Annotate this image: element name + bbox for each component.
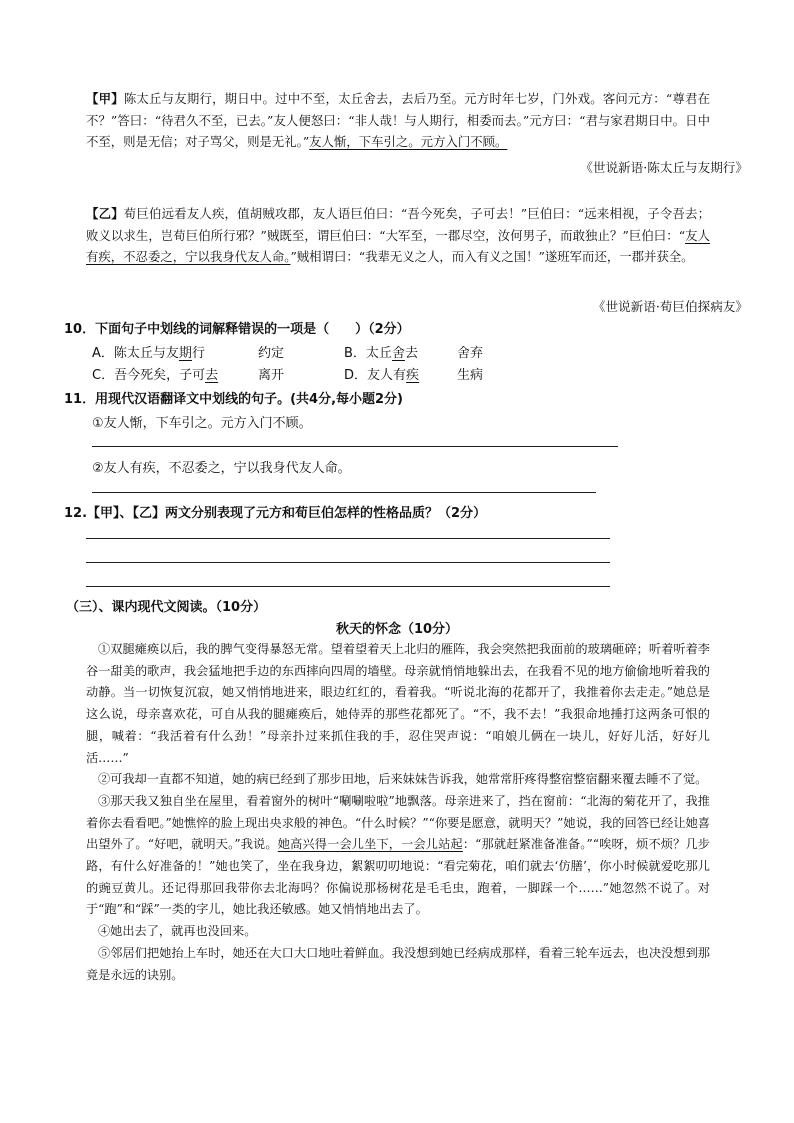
passage-jia bbox=[86, 88, 710, 153]
answer-line-12-3[interactable] bbox=[86, 586, 610, 587]
answer-line-12-2[interactable] bbox=[86, 562, 610, 563]
q10-option-c-meaning: 离开 bbox=[258, 368, 285, 383]
q11-item-1: ①友人惭，下车引之。元方入门不顾。 bbox=[92, 416, 312, 431]
story-underlined-sentence: 她高兴得一会儿坐下，一会儿站起 bbox=[277, 837, 463, 852]
q11-item-2: ②友人有疾，不忍委之，宁以我身代友人命。 bbox=[92, 461, 351, 476]
q10-option-d[interactable]: D．友人有疾 bbox=[344, 368, 420, 383]
answer-line-12-1[interactable] bbox=[86, 538, 610, 539]
q10-option-d-meaning: 生病 bbox=[457, 368, 484, 383]
question-10: 10．下面句子中划线的词解释错误的一项是（ ）（2分） bbox=[64, 322, 410, 337]
passage-jia-underlined: 友人惭，下车引之。元方入门不顾。 bbox=[309, 134, 508, 149]
question-11: 11．用现代汉语翻译文中划线的句子。(共4分,每小题2分) bbox=[64, 392, 404, 407]
q10-option-b[interactable]: B．太丘舍去 bbox=[344, 346, 418, 361]
passage-yi-underlined: 友人有疾，不忍委之，宁以我身代友人命。 bbox=[86, 227, 710, 264]
story-body bbox=[86, 639, 710, 986]
q10-option-c[interactable]: C．吾今死矣，子可去 bbox=[92, 368, 219, 383]
passage-jia-source: 《世说新语·陈太丘与友期行》 bbox=[580, 160, 748, 175]
section-3-heading: （三）、课内现代文阅读。（10分） bbox=[66, 600, 267, 615]
story-paragraph-4: ④她出去了，就再也没回来。 bbox=[98, 924, 257, 939]
passage-jia-tag: 【甲】 bbox=[86, 91, 124, 106]
story-paragraph-1: ①双腿瘫痪以后，我的脾气变得暴怒无常。望着望着天上北归的雁阵，我会突然把我面前的玻璃砸碎；听着听着李谷一甜美的歌声，我会猛地把手边的东西摔向四周的墙壁。母亲就悄悄地躲出去，在我看不见的地方偷偷地听着我的动静。当一切恢复沉寂，她又悄悄地进来，眼边红红的，看着我。“听说北海的花都开了，我推着你去走走。”她总是这么说，母亲喜欢花，可自从我的腿瘫痪后，她侍弄的那些花都死了。“不，我不去！”我狠命地捶打这两条可恨的腿，喊着：“我活着有什么劲！”母亲扑过来抓住我的手，忍住哭声说：“咱娘儿俩在一块儿，好好儿活，好好儿活……” bbox=[86, 642, 710, 765]
story-paragraph-2: ②可我却一直都不知道，她的病已经到了那步田地，后来妹妹告诉我，她常常肝疼得整宿整宿翻来覆去睡不了觉。 bbox=[98, 772, 708, 787]
story-paragraph-5: ⑤邻居们把她抬上车时，她还在大口大口地吐着鲜血。我没想到她已经病成那样，看着三轮车远去，也决没想到那竟是永远的诀别。 bbox=[86, 945, 710, 982]
story-paragraph-3: ③那天我又独自坐在屋里，看着窗外的树叶“唰唰啦啦”地飘落。母亲进来了，挡在窗前：“北海的菊花开了，我推着你去看看吧。”她憔悴的脸上现出央求般的神色。“什么时候？”“你要是愿意，就明天？”她说，我的回答已经让她喜出望外了。“好吧，就明天。”我说。她高兴得一会儿坐下，一会儿站起：“那就赶紧准备准备。”“唉呀，烦不烦？几步路，有什么好准备的！”她也笑了，坐在我身边，絮絮叨叨地说：“看完菊花，咱们就去‘仿膳’，你小时候就爱吃那儿的豌豆黄儿。还记得那回我带你去北海吗？你偏说那杨树花是毛毛虫，跑着，一脚踩一个……”她忽然不说了。对于“跑”和“踩”一类的字儿，她比我还敏感。她又悄悄地出去了。 bbox=[86, 793, 710, 917]
passage-yi-text-a: 荀巨伯远看友人疾，值胡贼攻郡，友人语巨伯曰：“吾今死矣，子可去！”巨伯曰：“远来相视，子令吾去；败义以求生，岂荀巨伯所行邪？”贼既至，谓巨伯曰：“大军至，一郡尽空，汝何男子，而敢独止？”巨伯曰：“ bbox=[86, 206, 710, 243]
answer-line-11-2[interactable] bbox=[92, 492, 596, 493]
passage-yi bbox=[86, 203, 710, 268]
question-12: 12.【甲】、【乙】两文分别表现了元方和荀巨伯怎样的性格品质？（2分） bbox=[64, 506, 487, 521]
passage-yi-tag: 【乙】 bbox=[86, 206, 124, 221]
passage-yi-text-b: ”贼相谓曰：“我辈无义之人，而入有义之国！”遂班军而还，一郡并获全。 bbox=[290, 249, 694, 264]
passage-yi-source: 《世说新语·荀巨伯探病友》 bbox=[592, 299, 748, 314]
passage-jia-text: 陈太丘与友期行，期日中。过中不至，太丘舍去，去后乃至。元方时年七岁，门外戏。客问元方：“尊君在不？”答曰：“待君久不至，已去。”友人便怒曰：“非人哉！与人期行，相委而去。”元方曰：“君与家君期日中。日中不至，则是无信；对子骂父，则是无礼。” bbox=[86, 91, 711, 149]
story-title: 秋天的怀念（10分） bbox=[335, 622, 459, 637]
q10-option-a[interactable]: A．陈太丘与友期行 bbox=[92, 346, 205, 361]
q10-option-a-meaning: 约定 bbox=[258, 346, 285, 361]
answer-line-11-1[interactable] bbox=[92, 446, 618, 447]
q10-option-b-meaning: 舍弃 bbox=[457, 346, 484, 361]
